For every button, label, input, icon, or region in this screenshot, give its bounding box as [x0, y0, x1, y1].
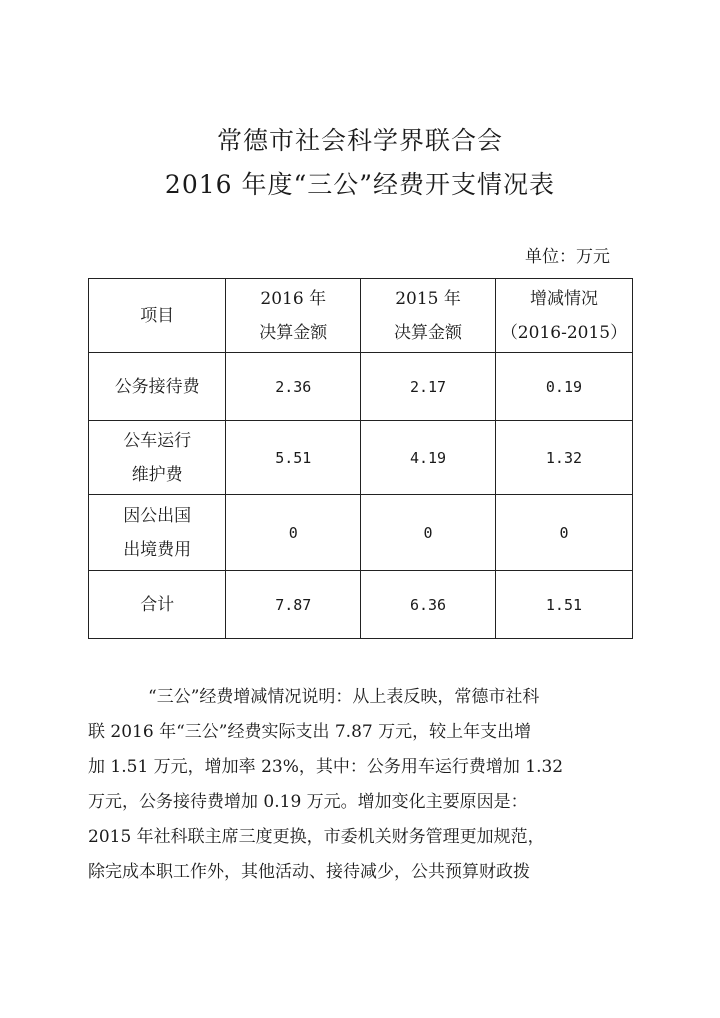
header-2015-line2: 决算金额 — [394, 322, 463, 343]
cell-change: 1.32 — [495, 421, 632, 495]
header-change-line2: （2016-2015） — [500, 322, 628, 343]
cell-2015: 0 — [361, 495, 496, 571]
row-item — [89, 571, 226, 639]
cell-2015: 4.19 — [361, 421, 496, 495]
explanation-paragraph — [88, 680, 613, 890]
row-item — [89, 421, 226, 495]
cell-2016: 0 — [226, 495, 361, 571]
row-item-label-line2: 出境费用 — [123, 539, 192, 560]
table-header-row — [89, 279, 633, 353]
note-line: 加 1.51 万元，增加率 23%，其中：公务用车运行费增加 1.32 — [88, 757, 564, 777]
expense-table — [88, 278, 633, 639]
note-line: “三公”经费增减情况说明：从上表反映，常德市社科 — [148, 687, 540, 707]
note-line: 2015 年社科联主席三度更换，市委机关财务管理更加规范， — [88, 827, 545, 847]
table-row — [89, 495, 633, 571]
header-2015 — [361, 279, 496, 353]
cell-change: 0.19 — [495, 353, 632, 421]
cell-2015: 2.17 — [361, 353, 496, 421]
document-subtitle: 2016 年度“三公”经费开支情况表 — [164, 170, 556, 199]
row-item-label: 公务接待费 — [114, 376, 200, 397]
unit-label: 单位：万元 — [525, 247, 610, 267]
table-row — [89, 421, 633, 495]
cell-change: 1.51 — [495, 571, 632, 639]
row-item-label-line2: 维护费 — [131, 464, 183, 485]
row-item-label-line1: 公车运行 — [123, 430, 192, 451]
cell-2016: 5.51 — [226, 421, 361, 495]
header-change-line1: 增减情况 — [529, 288, 598, 309]
note-line: 联 2016 年“三公”经费实际支出 7.87 万元，较上年支出增 — [88, 722, 532, 742]
row-item-label: 合计 — [140, 594, 175, 615]
table-row — [89, 353, 633, 421]
header-change — [495, 279, 632, 353]
cell-change: 0 — [495, 495, 632, 571]
cell-2015: 6.36 — [361, 571, 496, 639]
header-2016-line1: 2016 年 — [260, 288, 327, 309]
header-2016-line2: 决算金额 — [259, 322, 328, 343]
header-2016 — [226, 279, 361, 353]
header-2015-line1: 2015 年 — [395, 288, 461, 309]
header-item-label: 项目 — [140, 305, 175, 326]
document-title: 常德市社会科学界联合会 — [216, 126, 503, 155]
table-total-row — [89, 571, 633, 639]
cell-2016: 7.87 — [226, 571, 361, 639]
note-line: 万元，公务接待费增加 0.19 万元。增加变化主要原因是： — [88, 792, 528, 812]
cell-2016: 2.36 — [226, 353, 361, 421]
row-item — [89, 495, 226, 571]
header-item — [89, 279, 226, 353]
row-item — [89, 353, 226, 421]
note-line: 除完成本职工作外，其他活动、接待减少，公共预算财政拨 — [88, 862, 530, 882]
row-item-label-line1: 因公出国 — [123, 505, 192, 526]
